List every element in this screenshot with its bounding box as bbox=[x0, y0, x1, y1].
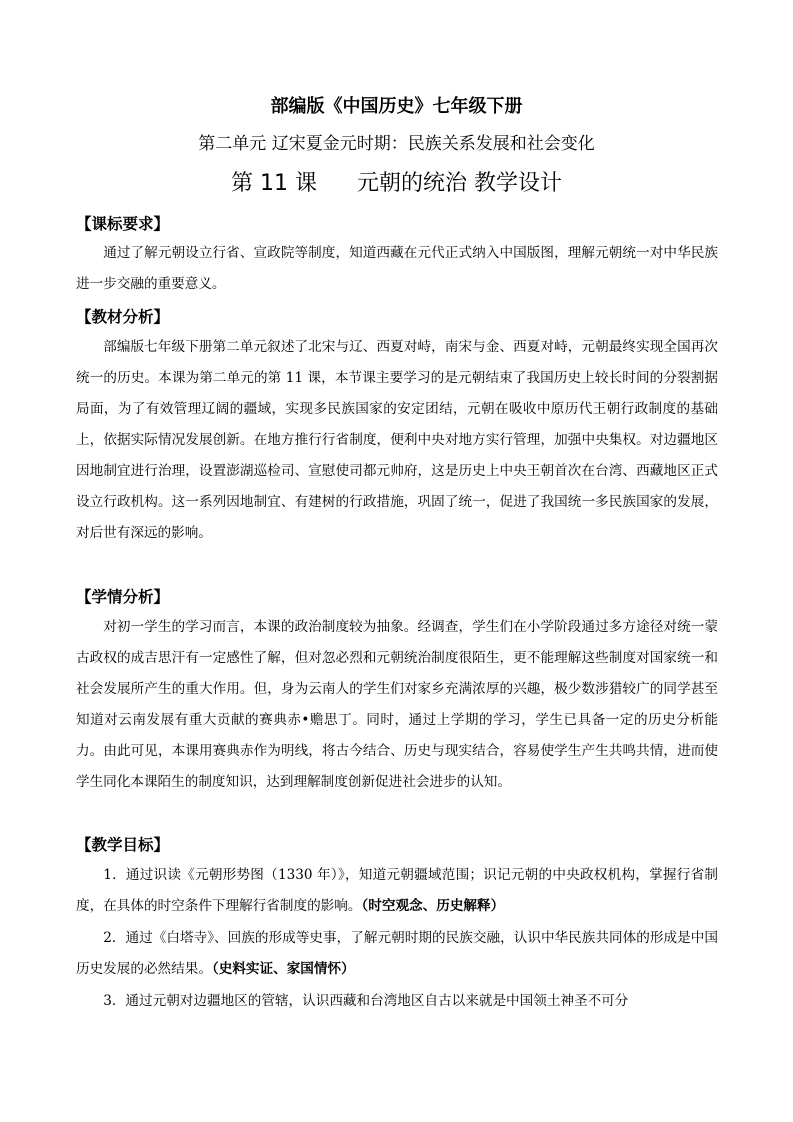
section-heading-goals: 【教学目标】 bbox=[76, 836, 170, 854]
series-title: 部编版《中国历史》七年级下册 bbox=[270, 96, 523, 117]
goal-text: 1．通过识读《元朝形势图（1330 年）》，知道元朝疆域范围；识记元朝的中央政权机构，掌握行省制度，在具体的时空条件下理解行省制度的影响。 bbox=[76, 867, 718, 914]
lesson-title-line bbox=[0, 168, 793, 200]
lesson-title: 元朝的统治 教学设计 bbox=[356, 171, 562, 196]
goal-text: 2．通过《白塔寺》、回族的形成等史事，了解元朝时期的民族交融，认识中华民族共同体的形成是中国历史发展的必然结果。 bbox=[76, 930, 718, 977]
lesson-number: 第 11 课 bbox=[231, 171, 317, 196]
goal-item bbox=[76, 860, 718, 922]
goal-item bbox=[76, 923, 718, 985]
goal-item bbox=[76, 986, 718, 1017]
textbook-paragraph: 部编版七年级下册第二单元叙述了北宋与辽、西夏对峙，南宋与金、西夏对峙，元朝最终实现全国再次统一的历史。本课为第二单元的第 11 课，本节课主要学习的是元朝结束了我国历史上较长时间的分裂割据局面，为了有效管理辽阔的疆域，实现多民族国家的安定团结，元朝在吸收中原历代王朝行政制度的基础上，依据实际情况发展创新。在地方推行行省制度，便利中央对地方实行管理，加强中央集权。对边疆地区因地制宜进行治理，设置澎湖巡检司、宣慰使司都元帅府，这是历史上中央王朝首次在台湾、西藏地区正式设立行政机构。这一系列因地制宜、有建树的行政措施，巩固了统一，促进了我国统一多民族国家的发展，对后世有深远的影响。 bbox=[76, 339, 718, 541]
standards-paragraph: 通过了解元朝设立行省、宣政院等制度，知道西藏在元代正式纳入中国版图，理解元朝统一对中华民族进一步交融的重要意义。 bbox=[76, 245, 718, 292]
section-heading-textbook: 【教材分析】 bbox=[76, 308, 170, 326]
goal-text: 3．通过元朝对边疆地区的管辖，认识西藏和台湾地区自古以来就是中国领土神圣不可分 bbox=[103, 993, 629, 1009]
unit-title: 第二单元 辽宋夏金元时期：民族关系发展和社会变化 bbox=[198, 134, 595, 154]
students-paragraph: 对初一学生的学习而言，本课的政治制度较为抽象。经调查，学生们在小学阶段通过多方途径对统一蒙古政权的成吉思汗有一定感性了解，但对忽必烈和元朝统治制度很陌生，更不能理解这些制度对国家统一和社会发展所产生的重大作用。但，身为云南人的学生们对家乡充满浓厚的兴趣，极少数涉猎较广的同学甚至知道对云南发展有重大贡献的赛典赤•赡思丁。同时，通过上学期的学习，学生已具备一定的历史分析能力。由此可见，本课用赛典赤作为明线，将古今结合、历史与现实结合，容易使学生产生共鸣共情，进而使学生同化本课陌生的制度知识，达到理解制度创新促进社会进步的认知。 bbox=[76, 619, 718, 790]
section-heading-standards: 【课标要求】 bbox=[76, 215, 170, 233]
goal-tag: （时空观念、历史解释） bbox=[361, 898, 505, 914]
goal-tag: （史料实证、家国情怀） bbox=[211, 961, 355, 977]
section-heading-students: 【学情分析】 bbox=[76, 588, 170, 606]
